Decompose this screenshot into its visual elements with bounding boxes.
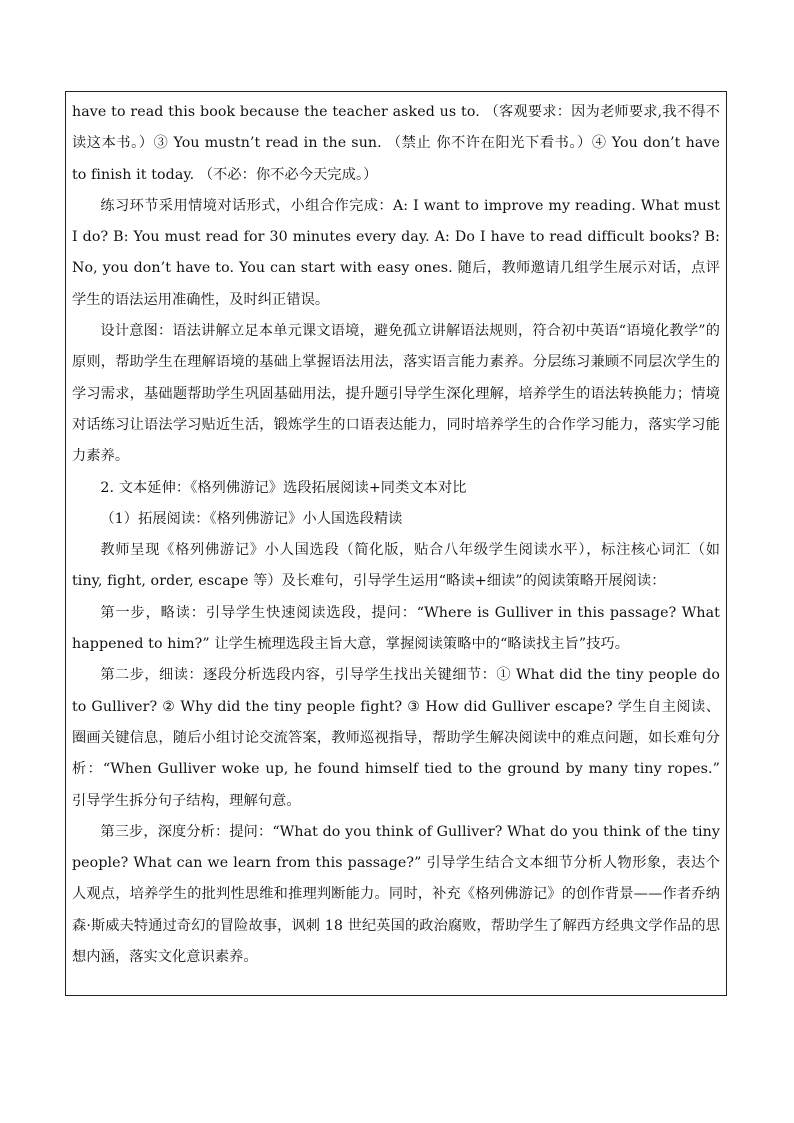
paragraph-step-skim: 第一步，略读：引导学生快速阅读选段，提问：“Where is Gulliver in this passage? What happened to him?” 让学生梳理选段主旨大意，掌握阅读策略中的“略读找主旨”技巧。 [72,604,720,653]
paragraph-design-intent: 设计意图：语法讲解立足本单元课文语境，避免孤立讲解语法规则，符合初中英语“语境化教学”的原则，帮助学生在理解语境的基础上掌握语法用法，落实语言能力素养。分层练习兼顾不同层次学生的学习需求，基础题帮助学生巩固基础用法，提升题引导学生深化理解，培养学生的语法转换能力；情境对话练习让语法学习贴近生活，锻炼学生的口语表达能力，同时培养学生的合作学习能力，落实学习能力素养。 [72,323,720,465]
lesson-plan-table-cell [65,91,727,996]
paragraph-step-detail: 第二步，细读：逐段分析选段内容，引导学生找出关键细节：① What did the tiny people do to Gulliver? ② Why did the tiny people fight? ③ How did Gulliver escape? 学生自主阅读、圈画关键信息，随后小组讨论交流答案，教师巡视指导，帮助学生解决阅读中的难点问题，如长难句分析：“When Gulliver woke up, he found himself tied to the ground by many tiny ropes.” 引导学生拆分句子结构，理解句意。 [72,667,720,809]
subsection-heading-extended-reading: （1）拓展阅读：《格列佛游记》小人国选段精读 [100,510,403,527]
paragraph-step-deep-analysis: 第三步，深度分析：提问：“What do you think of Gulliver? What do you think of the tiny people? What can we learn from this passage?” 引导学生结合文本细节分析人物形象，表达个人观点，培养学生的批判性思维和推理判断能力。同时，补充《格列佛游记》的创作背景——作者乔纳森·斯威夫特通过奇幻的冒险故事，讽刺 18 世纪英国的政治腐败，帮助学生了解西方经典文学作品的思想内涵，落实文化意识素养。 [72,823,720,966]
paragraph-reading-intro: 教师呈现《格列佛游记》小人国选段（简化版，贴合八年级学生阅读水平），标注核心词汇（如 tiny, fight, order, escape 等）及长难句，引导学生运用“略读+细读”的阅读策略开展阅读： [72,542,720,590]
paragraph-grammar-examples: have to read this book because the teacher asked us to. （客观要求：因为老师要求,我不得不读这本书。）③ You mustn’t read in the sun. （禁止 你不许在阳光下看书。）④ You don’t have to finish it today. （不必：你不必今天完成。） [72,104,720,183]
paragraph-practice-dialogue: 练习环节采用情境对话形式，小组合作完成：A: I want to improve my reading. What must I do? B: You must read for 30 minutes every day. A: Do I have to read difficult books? B: No, you don’t have to. You can start with easy ones. 随后，教师邀请几组学生展示对话，点评学生的语法运用准确性，及时纠正错误。 [72,197,720,308]
section-heading-text-extension: 2. 文本延伸：《格列佛游记》选段拓展阅读+同类文本对比 [100,479,467,496]
